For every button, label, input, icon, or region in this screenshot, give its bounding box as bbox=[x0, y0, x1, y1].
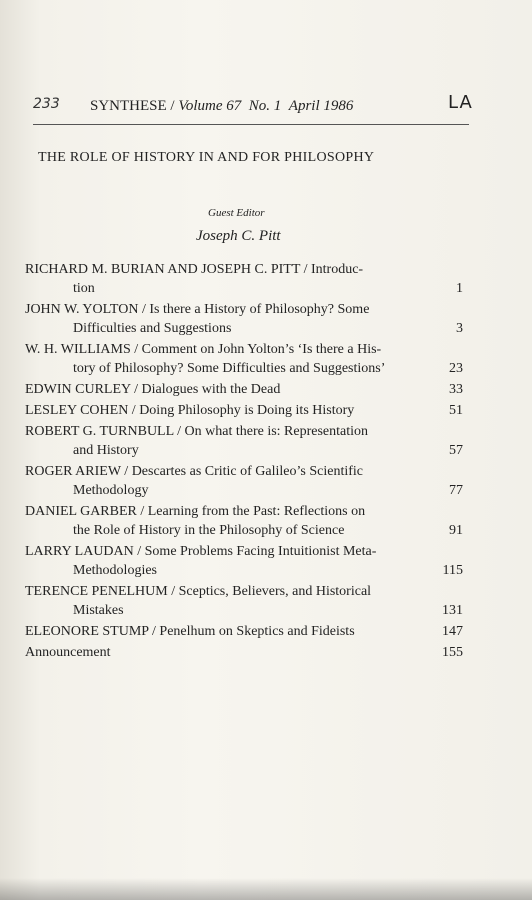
issue-title: THE ROLE OF HISTORY IN AND FOR PHILOSOPHY bbox=[38, 150, 375, 165]
guest-editor-label: Guest Editor bbox=[208, 207, 265, 219]
toc-entry-text-continued: Methodologies bbox=[73, 563, 157, 578]
toc-entry-text-continued: tion bbox=[73, 281, 95, 296]
toc-page-number: 3 bbox=[456, 321, 463, 336]
toc-entry-text-continued: Difficulties and Suggestions bbox=[73, 321, 232, 336]
handwritten-initials: LA bbox=[448, 92, 473, 113]
header-rule bbox=[33, 124, 469, 125]
page-bottom-shadow bbox=[0, 878, 532, 900]
toc-entry bbox=[25, 300, 465, 338]
toc-entry bbox=[25, 622, 465, 641]
toc-entry bbox=[25, 462, 465, 500]
toc-page-number: 57 bbox=[449, 443, 463, 458]
toc-entry bbox=[25, 643, 465, 662]
toc-entry-text: W. H. WILLIAMS / Comment on John Yolton’s ‘Is there a His- bbox=[25, 342, 382, 357]
toc-page-number: 115 bbox=[442, 563, 463, 578]
toc-entry-text: JOHN W. YOLTON / Is there a History of Philosophy? Some bbox=[25, 302, 370, 317]
toc-entry bbox=[25, 340, 465, 378]
toc-entry bbox=[25, 401, 465, 420]
table-of-contents bbox=[25, 260, 465, 664]
toc-page-number: 51 bbox=[449, 403, 463, 418]
toc-entry-text-continued: Mistakes bbox=[73, 603, 124, 618]
toc-page-number: 131 bbox=[442, 603, 463, 618]
toc-page-number: 1 bbox=[456, 281, 463, 296]
journal-date: April 1986 bbox=[288, 98, 354, 114]
toc-entry bbox=[25, 542, 465, 580]
toc-page-number: 23 bbox=[449, 361, 463, 376]
toc-entry-text-continued: and History bbox=[73, 443, 139, 458]
toc-entry-text: DANIEL GARBER / Learning from the Past: Reflections on bbox=[25, 504, 366, 519]
toc-entry-text-continued: Methodology bbox=[73, 483, 149, 498]
toc-entry-text: EDWIN CURLEY / Dialogues with the Dead bbox=[25, 382, 281, 397]
toc-entry bbox=[25, 422, 465, 460]
toc-page-number: 155 bbox=[442, 645, 463, 660]
toc-entry-text-continued: the Role of History in the Philosophy of Science bbox=[73, 523, 345, 538]
guest-editor-name: Joseph C. Pitt bbox=[196, 228, 281, 244]
journal-volume: Volume 67 bbox=[178, 98, 242, 114]
handwritten-page-number: 233 bbox=[33, 96, 60, 112]
toc-entry-text: ELEONORE STUMP / Penelhum on Skeptics and Fideists bbox=[25, 624, 355, 639]
toc-entry-text: RICHARD M. BURIAN AND JOSEPH C. PITT / Introduc- bbox=[25, 262, 364, 277]
toc-page-number: 33 bbox=[449, 382, 463, 397]
toc-entry bbox=[25, 502, 465, 540]
toc-page-number: 91 bbox=[449, 523, 463, 538]
toc-entry-text: LESLEY COHEN / Doing Philosophy is Doing its History bbox=[25, 403, 355, 418]
journal-header bbox=[90, 98, 353, 115]
toc-entry bbox=[25, 582, 465, 620]
journal-number: No. 1 bbox=[248, 98, 282, 114]
toc-entry-text: Announcement bbox=[25, 645, 111, 660]
header-separator: / bbox=[170, 98, 175, 114]
toc-entry-text: LARRY LAUDAN / Some Problems Facing Intuitionist Meta- bbox=[25, 544, 377, 559]
toc-entry bbox=[25, 260, 465, 298]
toc-entry-text: ROGER ARIEW / Descartes as Critic of Galileo’s Scientific bbox=[25, 464, 364, 479]
journal-name: SYNTHESE bbox=[90, 98, 167, 114]
toc-entry bbox=[25, 380, 465, 399]
toc-page-number: 147 bbox=[442, 624, 463, 639]
toc-entry-text-continued: tory of Philosophy? Some Difficulties and Suggestions’ bbox=[73, 361, 386, 376]
toc-entry-text: TERENCE PENELHUM / Sceptics, Believers, and Historical bbox=[25, 584, 372, 599]
toc-entry-text: ROBERT G. TURNBULL / On what there is: Representation bbox=[25, 424, 369, 439]
toc-page-number: 77 bbox=[449, 483, 463, 498]
